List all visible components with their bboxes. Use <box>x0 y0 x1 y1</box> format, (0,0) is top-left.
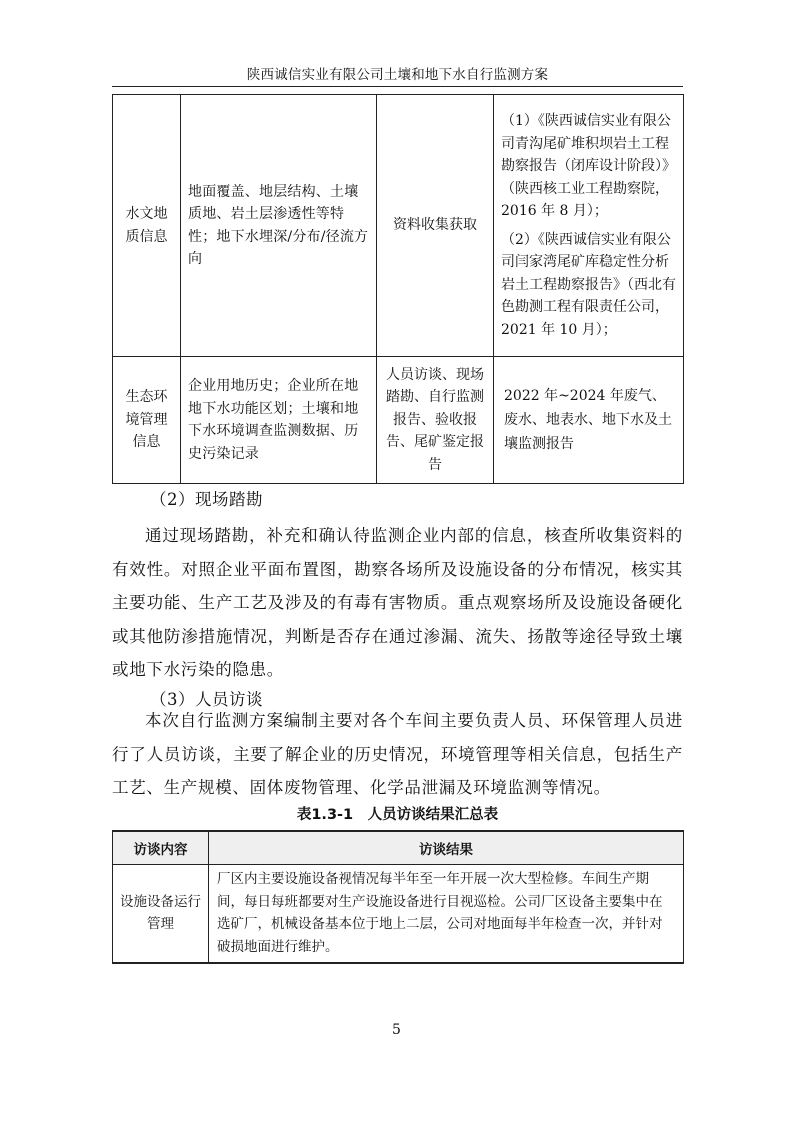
source-cell <box>494 95 684 357</box>
info-item-cell: 生态环境管理信息 <box>113 357 181 484</box>
collection-method-cell: 人员访谈、现场踏勘、自行监测报告、验收报告、尾矿鉴定报告 <box>377 357 494 484</box>
source-entry: 2022 年~2024 年废气、废水、地表水、地下水及土壤监测报告 <box>504 388 672 452</box>
section-heading-site-survey: （2）现场踏勘 <box>150 490 263 509</box>
site-survey-paragraph: 通过现场踏勘，补充和确认待监测企业内部的信息，核查所收集资料的有效性。对照企业平面布置图，勘察各场所及设施设备的分布情况，核实其主要功能、生产工艺及涉及的有毒有害物质。重点观察场所及设施设备硬化或其他防渗措施情况，判断是否存在通过渗漏、流失、扬散等途径导致土壤或地下水污染的隐患。 <box>112 526 683 679</box>
interview-result-cell: 厂区内主要设施设备视情况每半年至一年开展一次大型检修。车间生产期间，每日每班都要对生产设施设备进行目视巡检。公司厂区设备主要集中在选矿厂，机械设备基本位于地上二层，公司对地面每半年检查一次，并针对破损地面进行维护。 <box>209 865 684 963</box>
interview-topic-cell: 设施设备运行管理 <box>113 865 209 963</box>
interview-paragraph: 本次自行监测方案编制主要对各个车间主要负责人员、环保管理人员进行了人员访谈，主要了解企业的历史情况，环境管理等相关信息，包括生产工艺、生产规模、固体废物管理、化学品泄漏及环境监测等情况。 <box>112 711 683 797</box>
section-heading-interview: （3）人员访谈 <box>150 690 263 709</box>
info-content-cell: 地面覆盖、地层结构、土壤质地、岩土层渗透性等特性；地下水埋深/分布/径流方向 <box>181 95 377 357</box>
interview-summary-table <box>112 830 684 964</box>
table-header-row <box>113 831 684 865</box>
column-header: 访谈结果 <box>209 831 684 865</box>
page-number: 5 <box>392 1022 401 1038</box>
column-header: 访谈内容 <box>113 831 209 865</box>
source-cell <box>494 357 684 484</box>
table-row <box>113 95 684 357</box>
table-row <box>113 357 684 484</box>
table-caption: 表1.3-1 人员访谈结果汇总表 <box>296 807 499 823</box>
header-rule <box>112 86 683 87</box>
info-collection-table <box>112 94 684 484</box>
source-entry: （2）《陕西诚信实业有限公司闫家湾尾矿库稳定性分析岩土工程勘察报告》（西北有色勘测工程有限责任公司，2021 年 10 月）； <box>501 231 676 338</box>
running-header: 陕西诚信实业有限公司土壤和地下水自行监测方案 <box>246 67 549 83</box>
collection-method-cell: 资料收集获取 <box>377 95 494 357</box>
source-entry: （1）《陕西诚信实业有限公司青沟尾矿堆积坝岩土工程勘察报告（闭库设计阶段）》（陕西核工业工程勘察院，2016 年 8 月）； <box>501 113 676 219</box>
info-content-cell: 企业用地历史；企业所在地地下水功能区划；土壤和地下水环境调查监测数据、历史污染记录 <box>181 357 377 484</box>
table-row <box>113 865 684 963</box>
info-item-cell: 水文地质信息 <box>113 95 181 357</box>
